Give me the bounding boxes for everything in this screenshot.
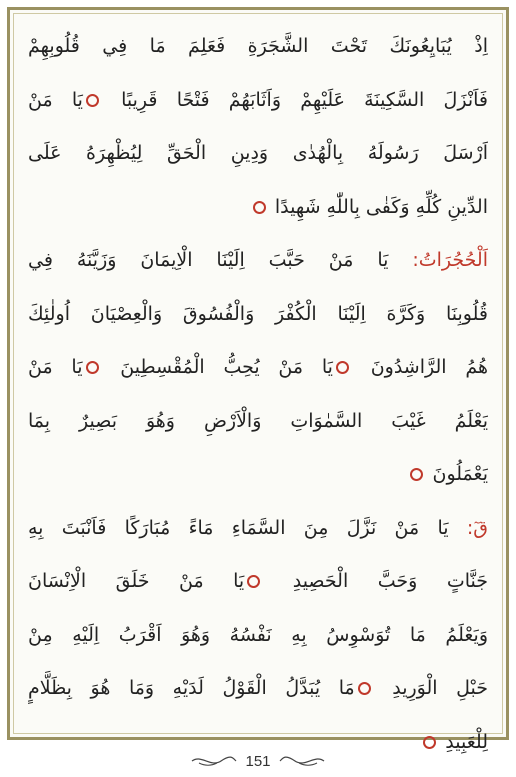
verse-text: الدِّينِ كُلِّهِ وَكَفٰى بِاللّٰهِ شَهِيدًا <box>268 195 488 218</box>
text-line <box>28 448 488 502</box>
verse-text: جَنَّاتٍ وَحَبَّ الْحَصِيدِ <box>263 570 488 592</box>
surah-header: اَلْحُجُرَاتُ: <box>388 249 488 271</box>
verse-separator-icon <box>86 94 99 107</box>
verse-text: يَا مَنْ خَلَقَ الْاِنْسَانَ <box>28 570 245 592</box>
verse-separator-icon <box>423 736 436 749</box>
page-inner-border <box>13 13 503 753</box>
verse-text: يَا مَنْ <box>28 356 83 378</box>
verse-text: يَعْلَمُ غَيْبَ السَّمٰوَاتِ وَالْاَرْضِ وَهُوَ بَصِيرٌ بِمَا <box>28 409 488 432</box>
verse-separator-icon <box>253 201 266 214</box>
verse-separator-icon <box>86 361 99 374</box>
text-line <box>28 555 488 609</box>
surah-header: قٓ: <box>448 516 488 539</box>
verse-text: قُلُوبِنَا وَكَرَّهَ اِلَيْنَا الْكُفْرَ وَالْفُسُوقَ وَالْعِصْيَانَ اُولٰئِكَ <box>28 302 488 325</box>
verse-text: لِلْعَبِيدِ <box>439 730 488 753</box>
verse-text: يَا مَنْ نَزَّلَ مِنَ السَّمَاءِ مَاءً مُبَارَكًا فَاَنْبَتَ بِهِ <box>28 516 449 539</box>
left-flourish-icon <box>191 754 237 768</box>
verse-text: يَا مَنْ حَبَّبَ اِلَيْنَا الْاِيمَانَ وَزَيَّنَهُ فِي <box>28 249 389 271</box>
verse-text: يَا مَنْ <box>28 88 83 111</box>
text-line <box>28 502 488 556</box>
text-line <box>28 662 488 716</box>
text-line <box>28 395 488 449</box>
verse-text: مَا يُبَدَّلُ الْقَوْلُ لَدَيْهِ وَمَا هُوَ بِظَلَّامٍ <box>28 677 355 699</box>
text-line <box>28 234 488 288</box>
text-line <box>28 20 488 74</box>
verse-text: يَعْمَلُونَ <box>426 463 488 485</box>
verse-text: هُمُ الرَّاشِدُونَ <box>351 356 488 378</box>
text-line <box>28 609 488 663</box>
text-line <box>28 288 488 342</box>
verse-text: فَاَنْزَلَ السَّكِينَةَ عَلَيْهِمْ وَاَثَابَهُمْ فَتْحًا قَرِيبًا <box>101 88 488 111</box>
verse-separator-icon <box>358 682 371 695</box>
text-line <box>28 181 488 235</box>
verse-text: اَرْسَلَ رَسُولَهُ بِالْهُدٰى وَدِينِ الْحَقِّ لِيُظْهِرَهُ عَلَى <box>28 142 488 164</box>
text-line <box>28 127 488 181</box>
verse-separator-icon <box>247 575 260 588</box>
verse-text: وَيَعْلَمُ مَا تُوَسْوِسُ بِهِ نَفْسُهُ وَهُوَ اَقْرَبُ اِلَيْهِ مِنْ <box>28 623 488 646</box>
verse-text: حَبْلِ الْوَرِيدِ <box>373 677 488 699</box>
verse-separator-icon <box>410 468 423 481</box>
arabic-text-block <box>28 20 488 753</box>
page-frame <box>7 7 509 753</box>
text-line <box>28 341 488 395</box>
page-footer <box>0 748 516 774</box>
verse-separator-icon <box>336 361 349 374</box>
right-flourish-icon <box>279 754 325 768</box>
text-line <box>28 74 488 128</box>
verse-text: اِذْ يُبَايِعُونَكَ تَحْتَ الشَّجَرَةِ فَعَلِمَ مَا فِي قُلُوبِهِمْ <box>28 35 488 57</box>
page-number: 151 <box>245 752 271 770</box>
verse-text: يَا مَنْ يُحِبُّ الْمُقْسِطِينَ <box>101 356 333 378</box>
